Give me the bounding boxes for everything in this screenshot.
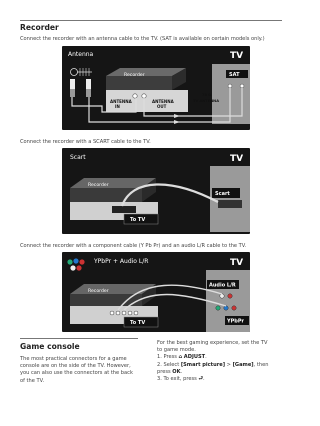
component-text: Connect the recorder with a component cable (Y Pb Pr) and an audio L/R cable to the TV. [20,243,247,249]
top-rule [20,20,282,21]
tv-label: TV [230,258,244,268]
step-2: 2. Select [Smart picture] > [Game], then [157,361,269,368]
recorder-top [70,284,156,294]
recorder-label: Recorder [88,183,109,188]
tv-label: TV [230,51,244,61]
adjust-key: ADJUST [183,354,206,361]
back-icon: ⮐ [198,376,204,383]
scart-text: Connect the recorder with a SCART cable to the TV. [20,139,151,145]
game-line: of the TV. [20,377,45,384]
recorder-intro: Connect the recorder with an antenna cable to the TV. (SAT is available on certain models only.) [20,36,265,42]
game-line: console are on the side of the TV. However, [20,363,131,370]
to-tv-label: To TV [130,320,146,326]
to-tv-label: To TV [130,217,146,223]
recorder-top [106,68,186,76]
game-heading: Game console [20,342,80,351]
step-1: 1. Press ⌂ ADJUST. [157,354,207,361]
step-3: 3. To exit, press ⮐. [157,376,205,383]
antenna-in-label-2: IN [115,104,120,109]
component-title: YPbPr + Audio L/R [94,258,149,265]
plug-icon [86,79,91,89]
tv-panel [210,166,250,232]
scart-diagram [62,148,250,234]
recorder-heading: Recorder [20,23,59,32]
home-icon: ⌂ [178,354,183,361]
antenna-icon [71,68,93,76]
plug-icon [70,79,75,89]
recorder-label: Recorder [88,289,109,294]
antenna-title: Antenna [68,51,94,58]
antenna-out-label-1: ANTENNA [152,99,174,104]
game-steps [157,340,268,383]
antenna-out-label-2: OUT [157,104,167,109]
antenna-in-label-1: ANTENNA [110,99,132,104]
game-intro-line: to game mode. [157,347,196,354]
game-rule [20,338,138,339]
game-intro-line: For the best gaming experience, set the TV [157,340,268,346]
scart-port-label: Scart [215,191,230,197]
component-diagram [62,252,250,332]
game-line: you can also use the connectors at the back [20,370,133,377]
game-paragraph [20,356,133,385]
game-line: The most practical connectors for a game [20,356,127,362]
step-2-cont: press OK. [157,368,183,375]
tv-label: TV [230,154,244,164]
tv-antenna-ohm: 75 Ω [202,93,212,97]
tv-antenna-label: TV ANTENNA [193,99,219,103]
scart-title: Scart [70,154,86,161]
ypbpr-label: YPbPr [227,318,244,325]
sat-label: SAT [229,72,240,78]
audio-lr-label: Audio L/R [209,282,236,289]
recorder-label: Recorder [124,73,145,78]
rca-connectors-icon [67,258,84,270]
antenna-diagram [62,46,250,130]
